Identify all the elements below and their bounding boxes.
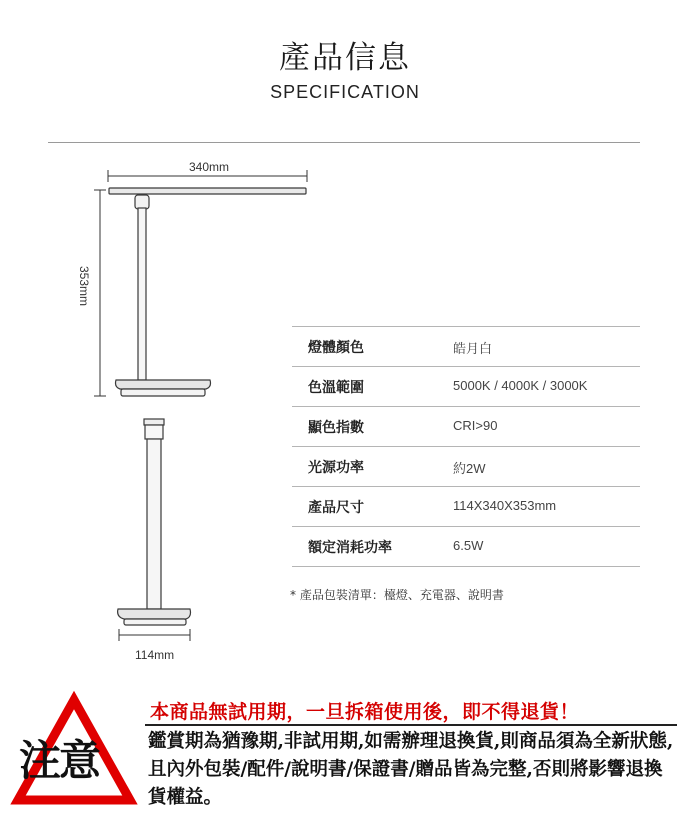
spec-value: 114X340X353mm <box>453 498 557 513</box>
spec-row <box>292 326 640 366</box>
spec-value: 皓月白 <box>453 341 493 356</box>
spec-label: 色溫範圍 <box>308 380 364 396</box>
page-title: 產品信息 <box>279 40 411 76</box>
spec-label: 顯色指數 <box>308 420 364 436</box>
height-dimension-line <box>94 190 106 396</box>
package-note: * 產品包裝清單：檯燈、充電器、說明書 <box>290 588 504 602</box>
warning-divider <box>145 724 677 726</box>
spec-label: 額定消耗功率 <box>308 540 392 556</box>
spec-value: 6.5W <box>453 538 484 553</box>
warning-body: 鑑賞期為猶豫期,非試用期,如需辦理退換貨,則商品須為全新狀態,且內外包裝/配件/說明書/保證書/贈品皆為完整,否則將影響退換貨權益。 <box>148 731 674 808</box>
spec-label: 燈體顏色 <box>308 340 364 356</box>
width-dimension-label: 340mm <box>189 160 230 174</box>
spec-row <box>292 406 640 446</box>
base-dimension-line <box>119 629 190 641</box>
base-dimension-label: 114mm <box>135 648 175 662</box>
lamp-side-view <box>118 419 191 625</box>
lamp-front-view <box>109 188 306 396</box>
spec-row <box>292 446 640 486</box>
spec-label: 光源功率 <box>308 460 364 476</box>
spec-row <box>292 486 640 526</box>
spec-value: 約2W <box>453 461 486 476</box>
spec-label: 產品尺寸 <box>308 500 364 516</box>
spec-row <box>292 366 640 406</box>
page-subtitle: SPECIFICATION <box>270 82 420 102</box>
warning-badge-text: 注意 <box>19 736 100 785</box>
spec-row <box>292 526 640 567</box>
spec-value: CRI>90 <box>453 418 498 433</box>
height-dimension-label: 353mm <box>77 265 92 307</box>
spec-table <box>292 326 640 567</box>
spec-value: 5000K / 4000K / 3000K <box>453 378 588 393</box>
warning-headline: 本商品無試用期，一旦拆箱使用後，即不得退貨！ <box>150 701 580 723</box>
